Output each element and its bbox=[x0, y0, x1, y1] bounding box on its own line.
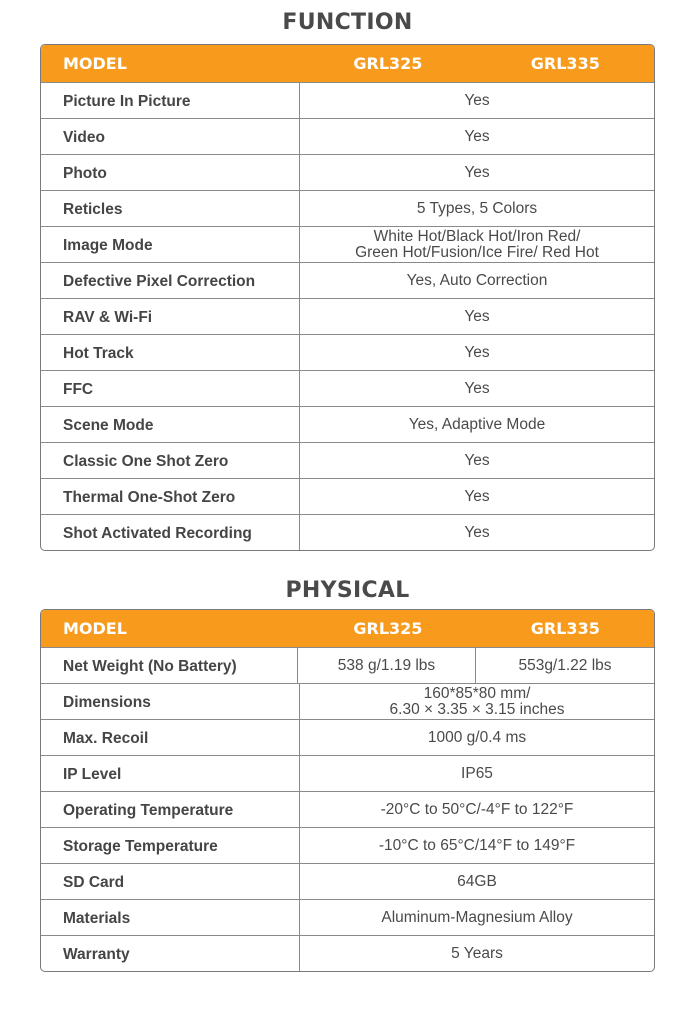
table-row bbox=[41, 406, 654, 442]
table-row bbox=[41, 370, 654, 406]
table-header bbox=[41, 610, 654, 647]
row-label: Warranty bbox=[41, 936, 300, 971]
row-value: Yes bbox=[464, 127, 490, 145]
row-value-line2: Green Hot/Fusion/Ice Fire/ Red Hot bbox=[355, 243, 599, 261]
row-label: Dimensions bbox=[41, 684, 300, 719]
table-row bbox=[41, 791, 654, 827]
row-value-line1: 160*85*80 mm/ bbox=[423, 684, 531, 702]
row-value: -20°C to 50°C/-4°F to 122°F bbox=[380, 800, 574, 818]
row-value-line2: 6.30 × 3.35 × 3.15 inches bbox=[389, 700, 565, 718]
row-label: Net Weight (No Battery) bbox=[41, 648, 298, 683]
physical-title: PHYSICAL bbox=[285, 578, 410, 603]
function-table bbox=[40, 44, 655, 551]
row-value: 1000 g/0.4 ms bbox=[427, 728, 527, 746]
row-label: Scene Mode bbox=[41, 407, 300, 442]
function-title: FUNCTION bbox=[282, 10, 413, 35]
row-value: Yes bbox=[464, 163, 490, 181]
row-label: Storage Temperature bbox=[41, 828, 300, 863]
row-label: Photo bbox=[41, 155, 300, 190]
row-label: Classic One Shot Zero bbox=[41, 443, 300, 478]
row-label: Materials bbox=[41, 900, 300, 935]
row-label: IP Level bbox=[41, 756, 300, 791]
row-value bbox=[300, 684, 654, 719]
row-label: Operating Temperature bbox=[41, 792, 300, 827]
table-row bbox=[41, 442, 654, 478]
table-row bbox=[41, 719, 654, 755]
row-label: Defective Pixel Correction bbox=[41, 263, 300, 298]
table-row bbox=[41, 334, 654, 370]
table-row bbox=[41, 298, 654, 334]
row-label: Shot Activated Recording bbox=[41, 515, 300, 550]
row-label: FFC bbox=[41, 371, 300, 406]
row-value: Yes bbox=[464, 487, 490, 505]
row-value: Yes, Adaptive Mode bbox=[408, 415, 546, 433]
header-model-grl335: GRL335 bbox=[530, 54, 600, 73]
table-row bbox=[41, 755, 654, 791]
row-value: Yes bbox=[464, 343, 490, 361]
row-value: Aluminum-Magnesium Alloy bbox=[381, 908, 573, 926]
row-value-line1: White Hot/Black Hot/Iron Red/ bbox=[373, 227, 581, 245]
row-label: Thermal One-Shot Zero bbox=[41, 479, 300, 514]
table-row bbox=[41, 863, 654, 899]
header-model-label: MODEL bbox=[63, 619, 127, 638]
row-value-grl325: 538 g/1.19 lbs bbox=[298, 648, 476, 683]
row-label: Image Mode bbox=[41, 227, 300, 262]
table-row bbox=[41, 154, 654, 190]
table-row bbox=[41, 514, 654, 550]
row-value: 5 Types, 5 Colors bbox=[416, 199, 538, 217]
row-value: IP65 bbox=[461, 764, 493, 782]
row-label: RAV & Wi-Fi bbox=[41, 299, 300, 334]
table-header bbox=[41, 45, 654, 82]
row-value: Yes bbox=[464, 451, 490, 469]
row-value: -10°C to 65°C/14°F to 149°F bbox=[378, 836, 576, 854]
row-value: Yes bbox=[464, 523, 490, 541]
table-row bbox=[41, 899, 654, 935]
table-row bbox=[41, 827, 654, 863]
row-label: Video bbox=[41, 119, 300, 154]
header-model-grl335: GRL335 bbox=[530, 619, 600, 638]
table-row bbox=[41, 935, 654, 971]
row-value: Yes bbox=[464, 91, 490, 109]
row-label: Picture In Picture bbox=[41, 83, 300, 118]
table-row bbox=[41, 82, 654, 118]
row-value: Yes, Auto Correction bbox=[406, 271, 548, 289]
table-row bbox=[41, 683, 654, 719]
row-value: Yes bbox=[464, 379, 490, 397]
row-label: Max. Recoil bbox=[41, 720, 300, 755]
physical-table bbox=[40, 609, 655, 972]
row-value-grl335: 553g/1.22 lbs bbox=[518, 656, 612, 674]
row-value: Yes bbox=[464, 307, 490, 325]
row-value: 64GB bbox=[457, 872, 497, 890]
row-label: SD Card bbox=[41, 864, 300, 899]
row-value: 5 Years bbox=[451, 944, 503, 962]
table-row bbox=[41, 262, 654, 298]
table-row bbox=[41, 478, 654, 514]
table-row bbox=[41, 118, 654, 154]
row-label: Hot Track bbox=[41, 335, 300, 370]
row-label: Reticles bbox=[41, 191, 300, 226]
table-row bbox=[41, 647, 654, 683]
header-model-grl325: GRL325 bbox=[353, 54, 423, 73]
table-row bbox=[41, 226, 654, 262]
table-row bbox=[41, 190, 654, 226]
header-model-grl325: GRL325 bbox=[353, 619, 423, 638]
row-value bbox=[300, 227, 654, 262]
header-model-label: MODEL bbox=[63, 54, 127, 73]
